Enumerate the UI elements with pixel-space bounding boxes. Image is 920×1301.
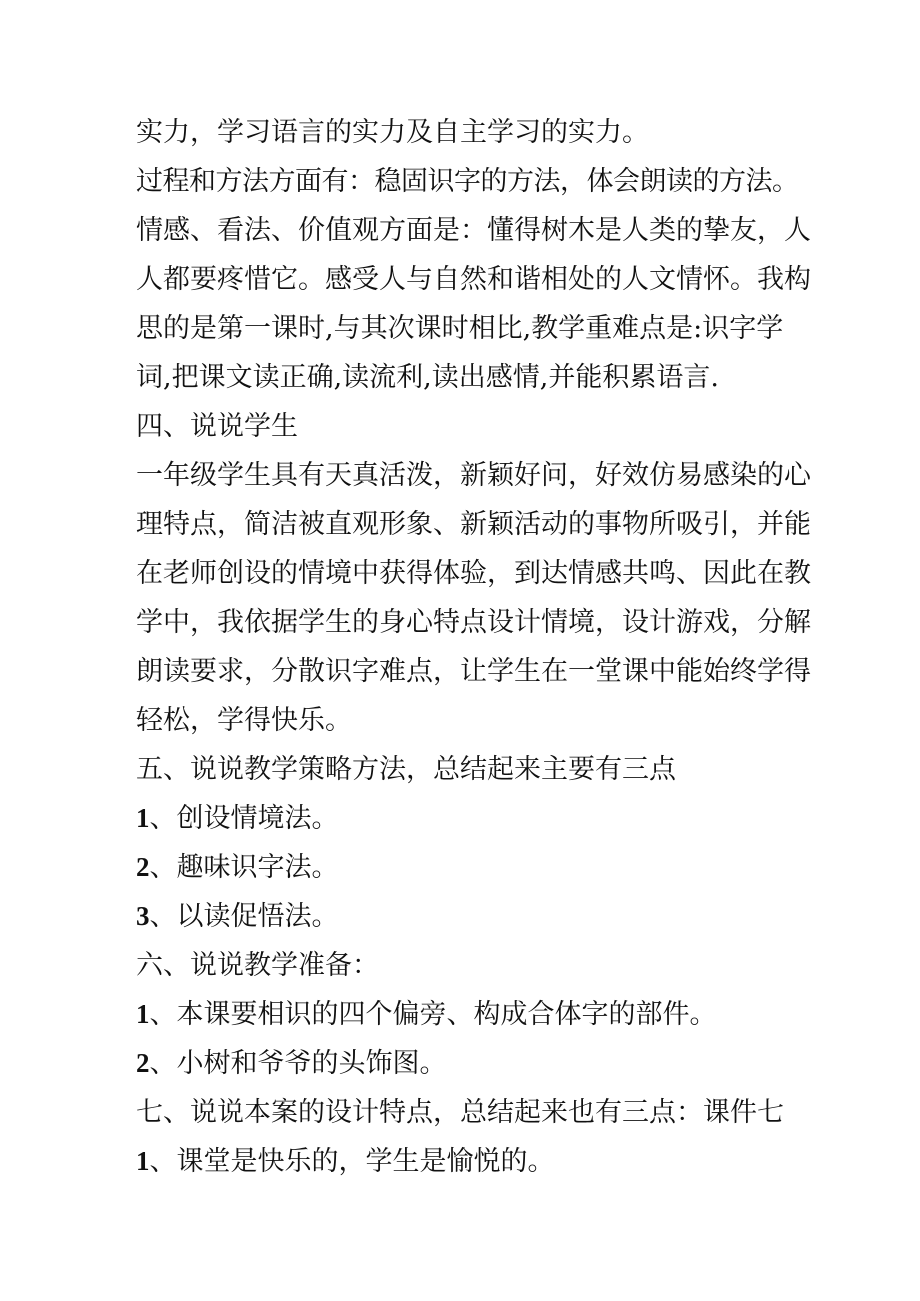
list-number: 2 — [136, 852, 150, 882]
list-item — [136, 1039, 796, 1088]
list-number: 1 — [136, 803, 150, 833]
list-item — [136, 990, 796, 1039]
list-number: 2 — [136, 1048, 150, 1078]
list-item — [136, 1137, 796, 1186]
list-text: 、趣味识字法。 — [149, 852, 339, 883]
paragraph-line: 朗读要求，分散识字难点，让学生在一堂课中能始终学得 — [136, 656, 811, 687]
paragraph-line: 人都要疼惜它。感受人与自然和谐相处的人文情怀。我构 — [136, 264, 811, 295]
list-text: 、小树和爷爷的头饰图。 — [149, 1048, 447, 1079]
paragraph-line: 轻松，学得快乐。 — [136, 705, 352, 736]
paragraph-line: 过程和方法方面有：稳固识字的方法，体会朗读的方法。 — [136, 166, 799, 197]
paragraph-line: 理特点，简洁被直观形象、新颖活动的事物所吸引，并能 — [136, 509, 811, 540]
list-item — [136, 892, 796, 941]
list-number: 3 — [136, 901, 150, 931]
list-text: 、以读促悟法。 — [149, 901, 339, 932]
paragraph-line: 思的是第一课时,与其次课时相比,教学重难点是:识字学 — [136, 313, 784, 344]
section-heading-features: 七、说说本案的设计特点，总结起来也有三点：课件七 — [136, 1097, 784, 1128]
paragraph-line: 学中，我依据学生的身心特点设计情境，设计游戏，分解 — [136, 607, 811, 638]
list-number: 1 — [136, 1146, 150, 1176]
list-text: 、本课要相识的四个偏旁、构成合体字的部件。 — [149, 999, 717, 1030]
paragraph-line: 在老师创设的情境中获得体验，到达情感共鸣、因此在教 — [136, 558, 811, 589]
paragraph-line: 情感、看法、价值观方面是：懂得树木是人类的挚友，人 — [136, 215, 811, 246]
list-text: 、创设情境法。 — [149, 803, 339, 834]
paragraph-line: 一年级学生具有天真活泼，新颖好问，好效仿易感染的心 — [136, 460, 811, 491]
list-item — [136, 843, 796, 892]
section-heading-preparation: 六、说说教学准备： — [136, 950, 379, 981]
list-number: 1 — [136, 999, 150, 1029]
paragraph-line: 词,把课文读正确,读流利,读出感情,并能积累语言. — [136, 362, 719, 393]
document-body — [136, 108, 811, 1186]
paragraph-line: 实力，学习语言的实力及自主学习的实力。 — [136, 117, 649, 148]
section-heading-strategies: 五、说说教学策略方法，总结起来主要有三点 — [136, 754, 676, 785]
list-item — [136, 794, 796, 843]
list-text: 、课堂是快乐的，学生是愉悦的。 — [149, 1146, 555, 1177]
section-heading-students: 四、说说学生 — [136, 411, 298, 442]
